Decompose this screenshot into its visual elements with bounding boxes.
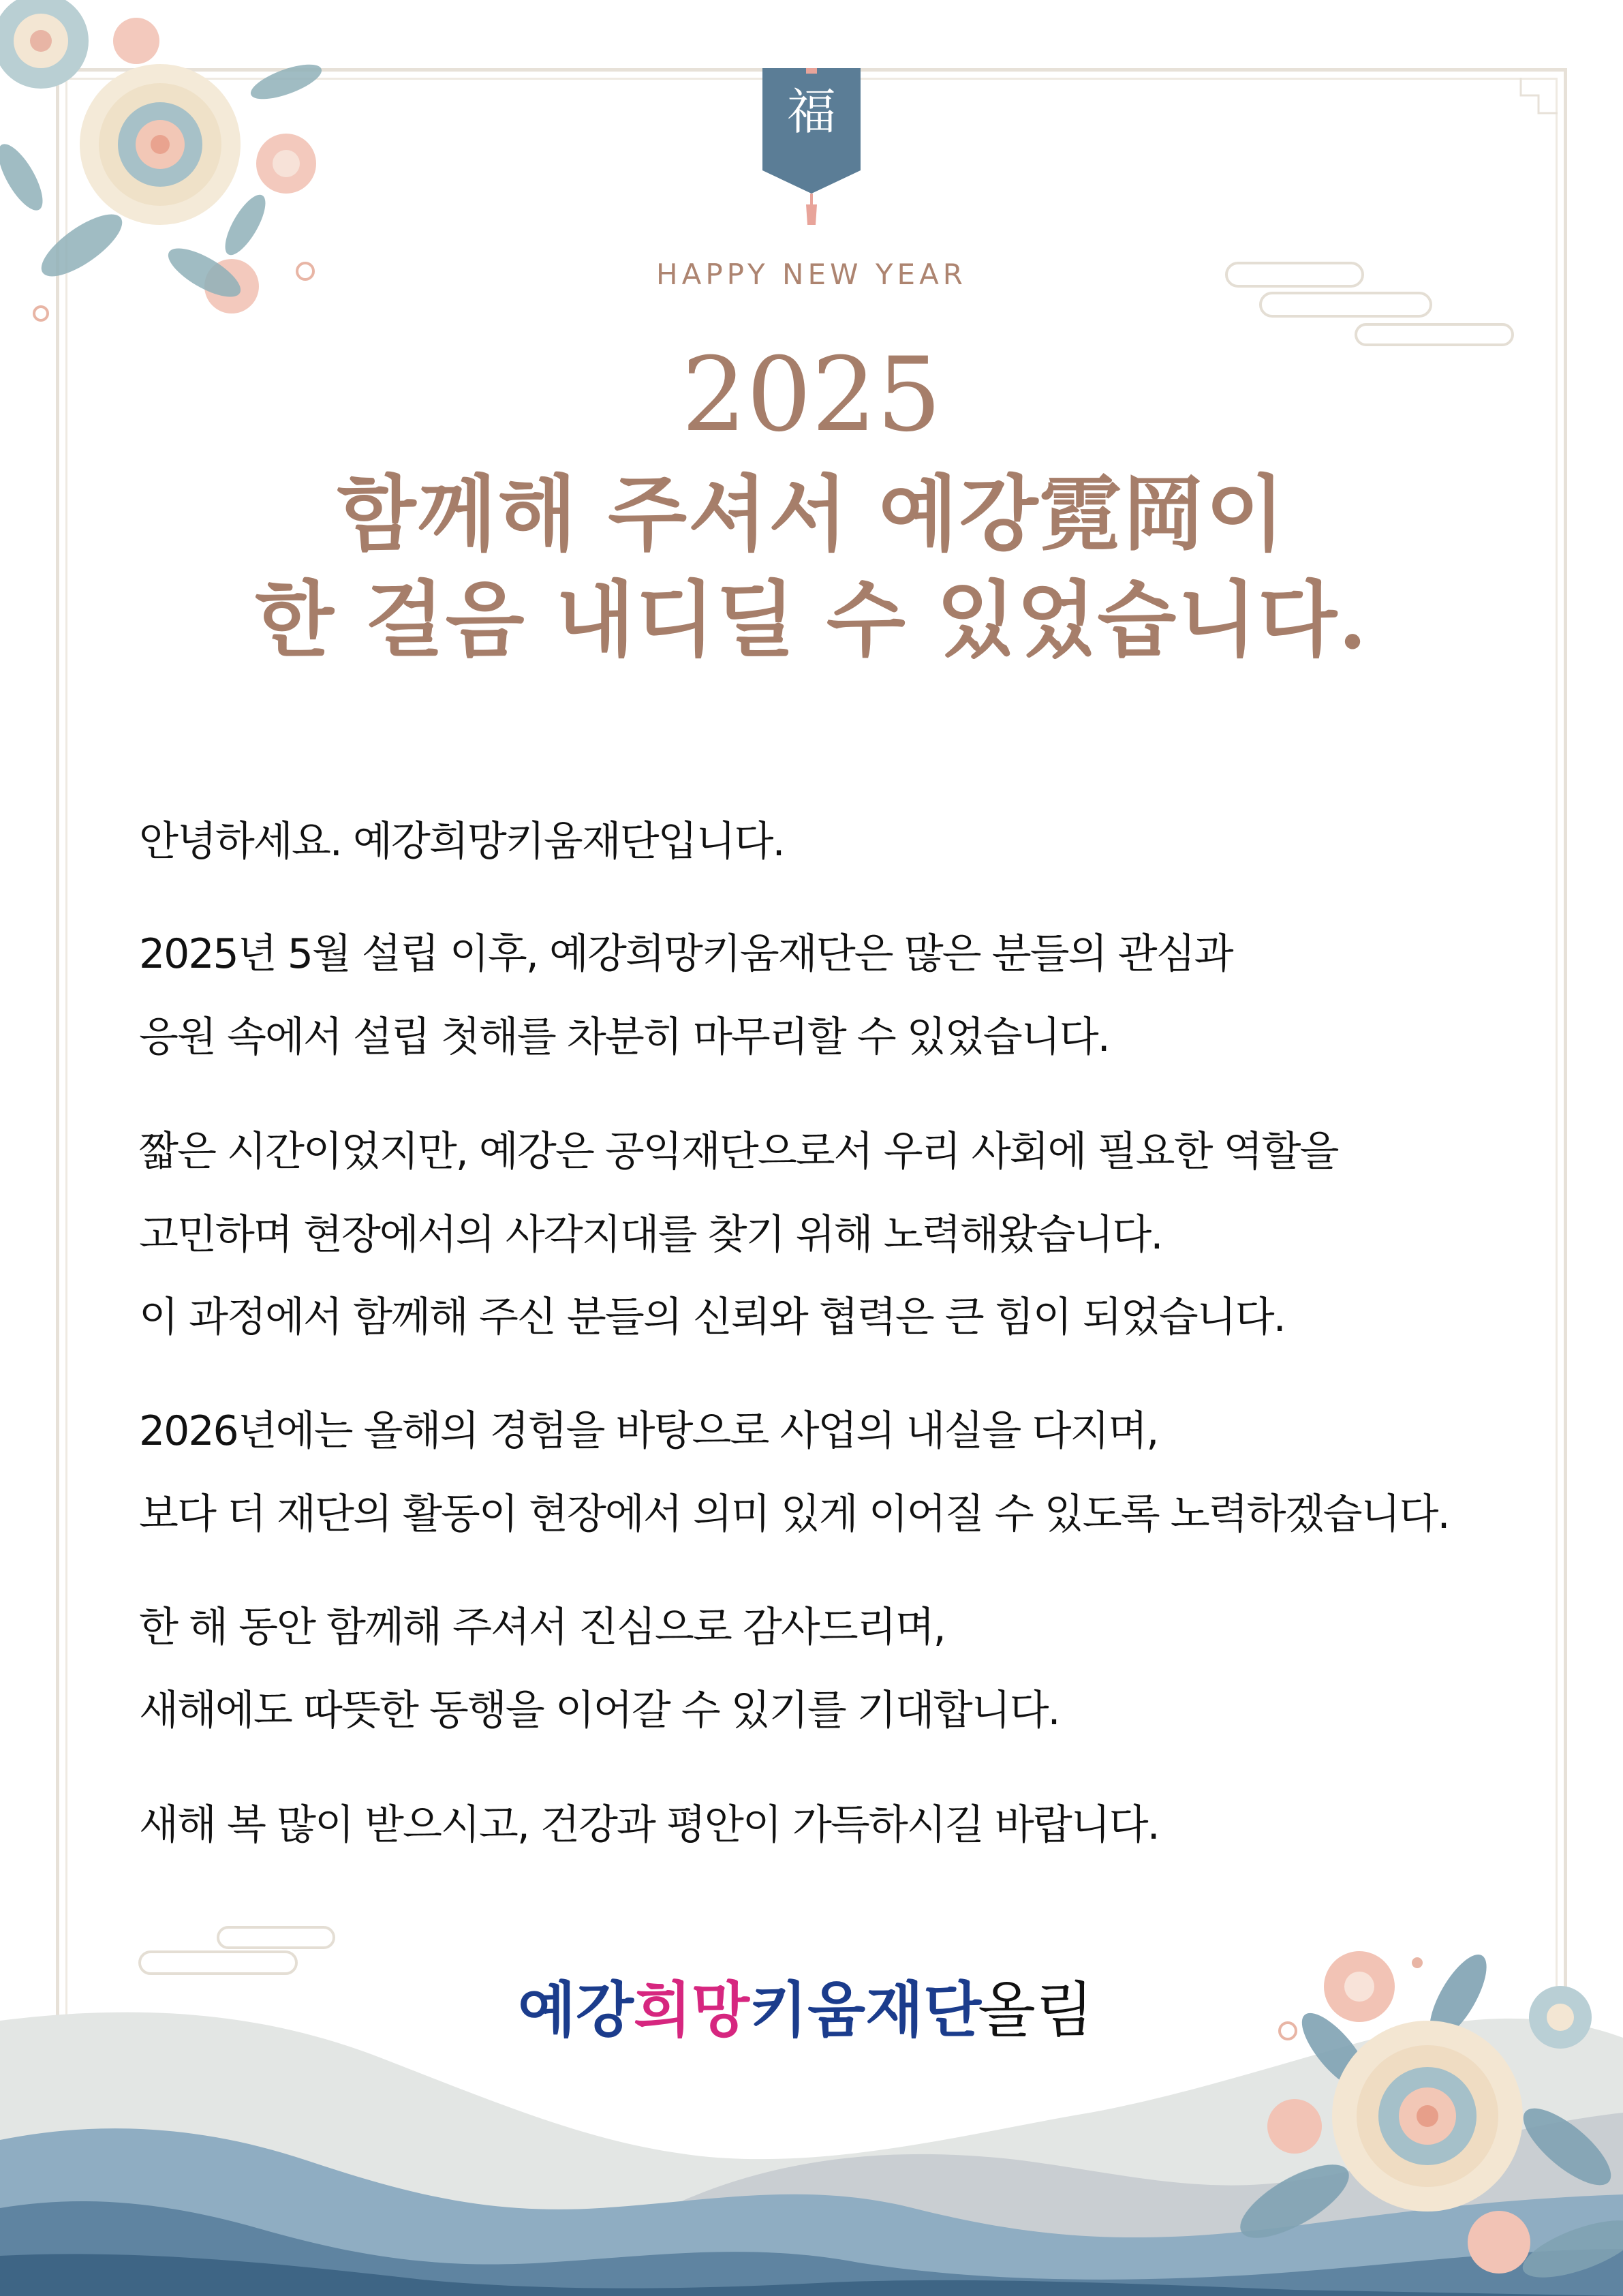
paragraph-thanks-line-1: 한 해 동안 함께해 주셔서 진심으로 감사드리며, [139, 1604, 945, 1651]
paragraph-wishes: 새해 복 많이 받으시고, 건강과 평안이 가득하시길 바랍니다. [139, 1801, 1159, 1849]
logo-part-2: 희망 [634, 1975, 750, 2045]
paragraph-role-line-1: 짧은 시간이었지만, 예강은 공익재단으로서 우리 사회에 필요한 역할을 [139, 1128, 1338, 1176]
year-heading: 2025 [681, 336, 942, 455]
paragraph-plan-line-1: 2026년에는 올해의 경험을 바탕으로 사업의 내실을 다지며, [139, 1407, 1158, 1455]
title-line-1: 함께해 주셔서 예강霓岡이 [337, 466, 1286, 562]
signature-suffix: 올림 [978, 1975, 1094, 2045]
paragraph-role-line-2: 고민하며 현장에서의 사각지대를 찾기 위해 노력해왔습니다. [139, 1211, 1162, 1259]
paragraph-greeting: 안녕하세요. 예강희망키움재단입니다. [139, 818, 784, 866]
paragraph-founding-line-1: 2025년 5월 설립 이후, 예강희망키움재단은 많은 분들의 관심과 [139, 930, 1233, 978]
logo-part-1: 예강 [518, 1975, 634, 2045]
fortune-character: 福 [786, 83, 836, 140]
title-line-2: 한 걸음 내디딜 수 있었습니다. [255, 572, 1368, 668]
flower-large-icon [1332, 2021, 1523, 2211]
paragraph-role-line-3: 이 과정에서 함께해 주신 분들의 신뢰와 협력은 큰 힘이 되었습니다. [139, 1294, 1285, 1341]
logo-part-3: 키움재단 [749, 1975, 982, 2045]
paragraph-thanks-line-2: 새해에도 따뜻한 동행을 이어갈 수 있기를 기대합니다. [139, 1687, 1060, 1734]
foundation-logo [518, 1973, 981, 2048]
paragraph-founding-line-2: 응원 속에서 설립 첫해를 차분히 마무리할 수 있었습니다. [139, 1013, 1109, 1061]
paragraph-plan-line-2: 보다 더 재단의 활동이 현장에서 의미 있게 이어질 수 있도록 노력하겠습니다. [139, 1490, 1449, 1538]
happy-new-year-label: HAPPY NEW YEAR [656, 258, 967, 291]
